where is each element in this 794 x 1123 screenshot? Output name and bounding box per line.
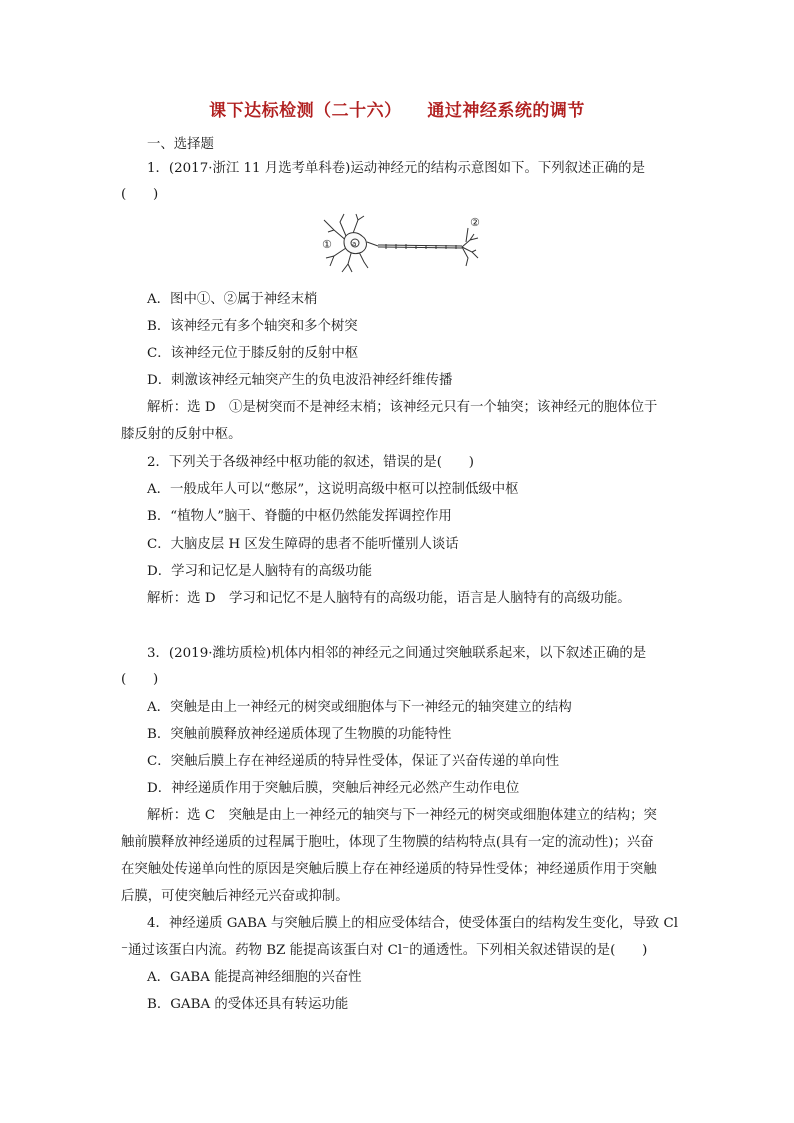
q1-option-b: B．该神经元有多个轴突和多个树突 bbox=[147, 319, 358, 334]
q3-stem-line1: 3．(2019·潍坊质检)机体内相邻的神经元之间通过突触联系起来，以下叙述正确的是 bbox=[147, 646, 647, 661]
section-heading: 一、选择题 bbox=[147, 137, 214, 152]
page-title: 课下达标检测（二十六） 通过神经系统的调节 bbox=[209, 101, 585, 121]
q4-stem-line1: 4．神经递质 GABA 与突触后膜上的相应受体结合，使受体蛋白的结构发生变化，导致 Cl bbox=[147, 916, 678, 931]
svg-text:a: a bbox=[352, 240, 357, 248]
q3-analysis-line4: 后膜，可使突触后神经元兴奋或抑制。 bbox=[121, 889, 349, 904]
q1-stem-line2: ( ) bbox=[121, 187, 159, 202]
figure-label-1: ① bbox=[322, 238, 332, 251]
q1-option-d: D．刺激该神经元轴突产生的负电波沿神经纤维传播 bbox=[147, 373, 453, 388]
q2-stem: 2．下列关于各级神经中枢功能的叙述，错误的是( ) bbox=[147, 455, 474, 470]
q3-option-d: D．神经递质作用于突触后膜，突触后神经元必然产生动作电位 bbox=[147, 781, 520, 796]
q3-analysis-line3: 在突触处传递单向性的原因是突触后膜上存在神经递质的特异性受体；神经递质作用于突触 bbox=[121, 862, 657, 877]
q4-option-b: B．GABA 的受体还具有转运功能 bbox=[147, 997, 349, 1012]
q4-stem-line2: ⁻通过该蛋白内流。药物 BZ 能提高该蛋白对 Cl⁻的通透性。下列相关叙述错误的是( ) bbox=[121, 943, 648, 958]
q1-analysis-line2: 膝反射的反射中枢。 bbox=[121, 427, 242, 442]
q3-option-b: B．突触前膜释放神经递质体现了生物膜的功能特性 bbox=[147, 727, 452, 742]
q3-option-a: A．突触是由上一神经元的树突或细胞体与下一神经元的轴突建立的结构 bbox=[147, 700, 572, 715]
q3-option-c: C．突触后膜上存在神经递质的特异性受体，保证了兴奋传递的单向性 bbox=[147, 754, 559, 769]
q2-option-d: D．学习和记忆是人脑特有的高级功能 bbox=[147, 564, 372, 579]
figure-label-2: ② bbox=[470, 216, 480, 229]
q2-option-c: C．大脑皮层 H 区发生障碍的患者不能听懂别人谈话 bbox=[147, 537, 459, 552]
q4-option-a: A．GABA 能提高神经细胞的兴奋性 bbox=[147, 970, 362, 985]
q3-analysis-line1: 解析：选 C 突触是由上一神经元的轴突与下一神经元的树突或细胞体建立的结构；突 bbox=[147, 808, 657, 823]
q2-analysis: 解析：选 D 学习和记忆不是人脑特有的高级功能，语言是人脑特有的高级功能。 bbox=[147, 591, 631, 606]
q3-stem-line2: ( ) bbox=[121, 672, 159, 687]
q2-option-a: A．一般成年人可以“憋尿”，这说明高级中枢可以控制低级中枢 bbox=[147, 482, 519, 497]
q1-stem-line1: 1．(2017·浙江 11 月选考单科卷)运动神经元的结构示意图如下。下列叙述正确的是 bbox=[147, 161, 645, 176]
q1-option-a: A．图中①、②属于神经末梢 bbox=[147, 292, 318, 307]
q1-analysis-line1: 解析：选 D ①是树突而不是神经末梢；该神经元只有一个轴突；该神经元的胞体位于 bbox=[147, 400, 658, 415]
q1-option-c: C．该神经元位于膝反射的反射中枢 bbox=[147, 346, 359, 361]
q3-analysis-line2: 触前膜释放神经递质的过程属于胞吐，体现了生物膜的结构特点(具有一定的流动性)；兴奋 bbox=[121, 835, 654, 850]
neuron-diagram bbox=[312, 212, 482, 274]
q2-option-b: B．“植物人”脑干、脊髓的中枢仍然能发挥调控作用 bbox=[147, 509, 452, 524]
